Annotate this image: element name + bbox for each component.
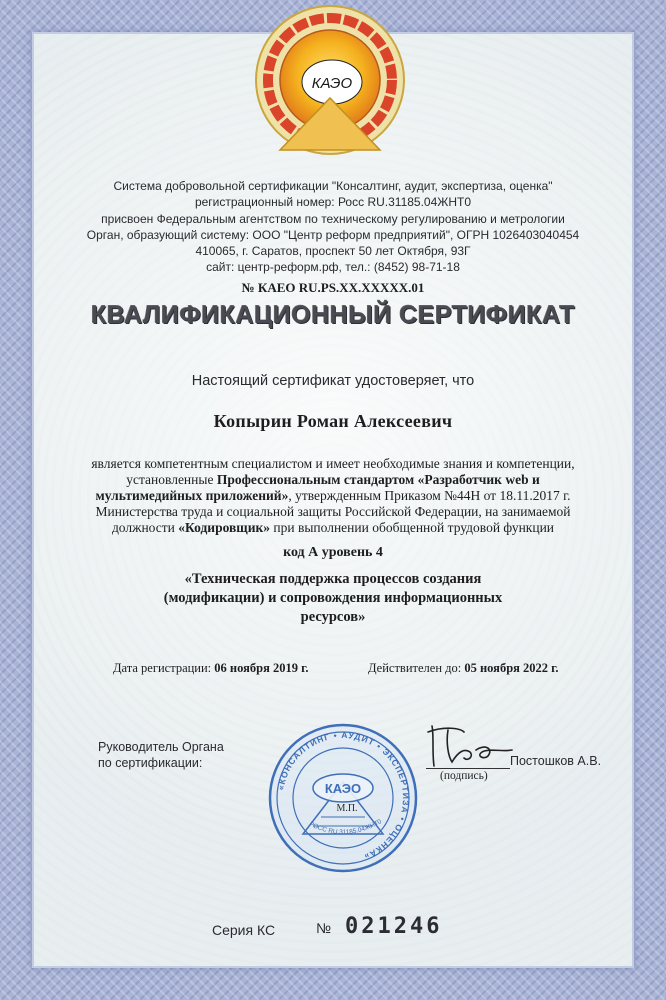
body-line-4: Министерства труда и социальной защиты Российской Федерации, на занимаемой [95, 504, 571, 519]
stamp-center-text: КАЭО [324, 781, 362, 796]
signer-role-line-2: по сертификации: [98, 756, 203, 770]
certifies-line: Настоящий сертификат удостоверяет, что [191, 373, 475, 389]
body-line-3 [0, 488, 666, 505]
function-line-3: ресурсов» [300, 609, 366, 625]
header-system: Система добровольной сертификации "Консалтинг, аудит, экспертиза, оценка" [113, 179, 553, 193]
registration-label: Дата регистрации: [113, 661, 215, 675]
standard-name: Профессиональным стандартом «Разработчик web и [216, 472, 540, 487]
standard-name-cont: мультимедийных приложений» [95, 488, 289, 503]
function-line-1: «Техническая поддержка процессов создания [184, 571, 482, 587]
header-address: 410065, г. Саратов, проспект 50 лет Октября, 93Г [195, 244, 471, 258]
serial-number-block [316, 914, 443, 939]
stamp-bottom-text: РОСС RU.31185.04ЖНТ0 [308, 818, 383, 837]
logo-text: КАЭО [311, 75, 353, 92]
header-reg-number: регистрационный номер: Росс RU.31185.04ЖНТ0 [194, 195, 472, 209]
body-text: при выполнении обобщенной трудовой функции [270, 520, 555, 535]
body-text: должности [111, 520, 179, 535]
signature-line [426, 768, 510, 769]
kaeo-logo-icon [240, 0, 420, 155]
function-line-2: (модификации) и сопровождения информационных [163, 590, 503, 606]
seal-stamp-icon [267, 722, 419, 874]
body-line-1: является компетентным специалистом и имеет необходимые знания и компетенции, [91, 456, 575, 471]
signer-name: Постошков А.В. [510, 754, 602, 768]
header-agency: присвоен Федеральным агентством по техническому регулированию и метрологии [101, 212, 565, 226]
stamp-ring-text: «КОНСАЛТИНГ • АУДИТ • ЭКСПЕРТИЗА • ОЦЕНКА» [275, 729, 412, 863]
code-level: код А уровень 4 [283, 545, 383, 560]
certificate-number: № КАЕО RU.PS.XX.XXXXX.01 [241, 280, 425, 295]
holder-name: Копырин Роман Алексеевич [213, 411, 453, 431]
series-label: Серия КС [212, 922, 276, 938]
serial-number: 021246 [345, 914, 443, 939]
stamp-mp-text: М.П. [336, 803, 358, 814]
position-name: «Кодировщик» [178, 520, 271, 535]
registration-value: 06 ноября 2019 г. [214, 661, 309, 675]
body-text: установленные [126, 472, 217, 487]
certificate-title: КВАЛИФИКАЦИОННЫЙ СЕРТИФИКАТ [90, 301, 576, 329]
handwritten-signature-icon [424, 722, 516, 772]
body-text: , утвержденным Приказом №44Н от 18.11.2017 г. [288, 488, 571, 503]
body-line-2 [0, 472, 666, 489]
valid-value: 05 ноября 2022 г. [464, 661, 559, 675]
number-sign: № [316, 920, 332, 936]
header-organ: Орган, образующий систему: ООО "Центр реформ предприятий", ОГРН 1026403040454 [86, 228, 580, 242]
body-line-5 [0, 520, 666, 537]
signature-caption: (подпись) [440, 770, 488, 782]
signer-role [98, 739, 224, 771]
header-contacts: сайт: центр-реформ.рф, тел.: (8452) 98-71-18 [206, 260, 460, 274]
valid-label: Действителен до: [368, 661, 465, 675]
signer-role-line-1: Руководитель Органа [98, 740, 224, 754]
registration-date [113, 661, 309, 676]
valid-until [368, 661, 559, 676]
